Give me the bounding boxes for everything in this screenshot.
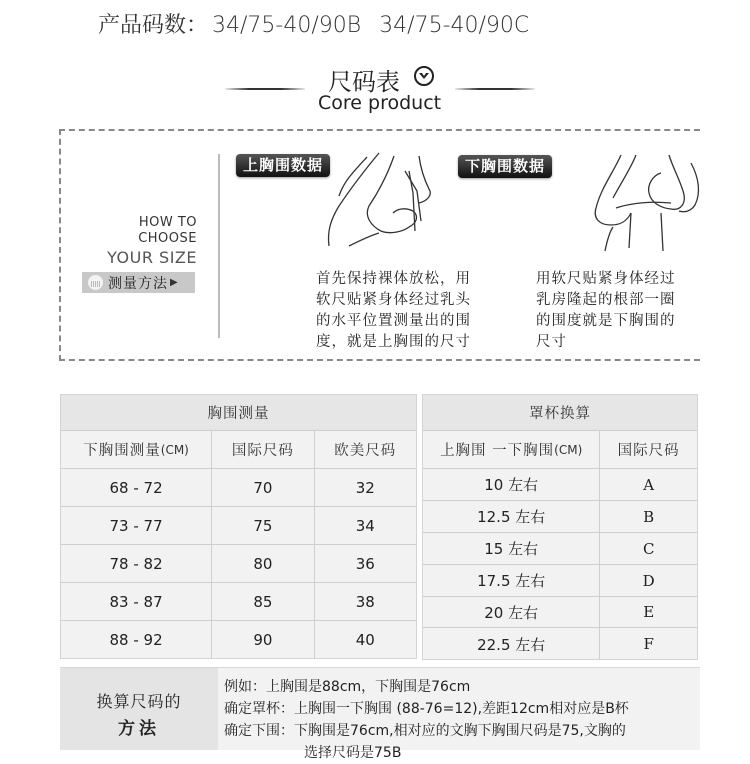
col-header-eu-us-size: 欧美尺码 [334,443,397,459]
measure-method-label: 测量方法 [108,275,168,292]
product-code-b: 34/75-40/90B [212,13,362,38]
table-row [423,565,697,597]
upper-bust-description [316,269,491,353]
table-row [61,507,416,545]
lower-desc-line: 乳房隆起的根部一圈 [536,292,676,308]
eu-us-size: 32 [355,478,375,497]
intl-size: 85 [212,583,314,620]
upper-bust-tag: 上胸围数据 [236,154,330,177]
col-header-text: 下胸围测量 [83,443,161,459]
eu-us-size: 38 [355,592,375,611]
col-header-difference [423,431,600,468]
cup-table-title: 罩杯换算 [423,395,697,431]
underbust-range: 88 - 92 [61,621,212,659]
circle-chevron-down-icon [414,66,434,86]
section-title [0,60,750,120]
cup-size: C [642,539,655,558]
method-label-line2: 方法 [118,719,160,739]
table-row [61,469,416,507]
intl-size: 70 [212,469,314,506]
lower-desc-line: 用软尺贴紧身体经过 [536,271,676,287]
bust-measurement-table [60,394,417,659]
eu-us-size: 34 [355,516,375,535]
product-codes-label: 产品码数： [98,13,209,38]
cup-table-header-row [423,431,697,469]
bust-table-header-row [61,431,416,469]
table-row [423,501,697,533]
method-cup-line: 确定罩杯：上胸围一下胸围 (88-76=12),差距12cm相对应是B杯 [224,701,629,717]
table-row [423,469,697,501]
table-row [61,583,416,621]
bust-difference: 10 左右 [423,469,600,500]
how-to-line1: HOW TO [138,215,197,230]
lower-desc-line: 尺寸 [536,334,567,350]
conversion-method-panel [60,667,700,761]
cup-size: E [643,603,655,621]
cup-conversion-table [422,394,698,660]
product-code-c: 34/75-40/90C [379,13,530,38]
measure-method-button[interactable] [82,272,195,293]
lower-bust-description [536,269,696,353]
col-header-intl-size: 国际尺码 [617,443,680,459]
title-rule-left [225,88,305,90]
bust-difference: 17.5 左右 [423,565,600,596]
intl-size: 90 [212,621,314,659]
table-row [423,628,697,660]
underbust-range: 78 - 82 [61,545,212,582]
conversion-method-label [60,668,218,750]
title-rule-right [455,88,535,90]
lower-bust-tag: 下胸围数据 [458,155,552,178]
vertical-divider [218,154,220,338]
lower-desc-line: 的围度就是下胸围的 [536,313,676,329]
bust-table-title: 胸围测量 [61,395,416,431]
how-to-line3: YOUR SIZE [107,248,197,267]
bust-difference: 20 左右 [423,597,600,627]
eu-us-size: 40 [355,631,375,649]
upper-desc-line: 软尺贴紧身体经过乳头 [316,292,471,308]
bust-difference: 12.5 左右 [423,501,600,532]
how-to-measure-panel [59,129,700,361]
intl-size: 80 [212,545,314,582]
cup-size: D [642,571,655,590]
col-header-underbust [61,431,212,468]
conversion-method-body [224,676,704,764]
bust-difference: 22.5 左右 [423,628,600,660]
underbust-range: 68 - 72 [61,469,212,506]
table-row [61,621,416,659]
table-row [61,545,416,583]
lower-bust-illustration-icon [591,153,721,253]
cup-size: A [643,475,655,494]
method-result-line: 选择尺码是75B [304,745,402,761]
method-label-line1: 换算尺码的 [96,692,182,711]
method-example-line: 例如：上胸围是88cm，下胸围是76cm [224,679,471,695]
how-to-line2: CHOOSE [138,231,197,246]
underbust-range: 73 - 77 [61,507,212,544]
tape-measure-icon [88,275,103,290]
bust-difference: 15 左右 [423,533,600,564]
upper-bust-illustration-icon [309,151,439,251]
play-arrow-icon: ▶ [170,277,178,288]
how-to-choose-block [61,131,221,359]
col-header-unit: (CM) [554,442,583,457]
col-header-unit: (CM) [160,442,189,457]
col-header-intl-size: 国际尺码 [212,431,314,468]
table-row [423,533,697,565]
table-row [423,597,697,628]
product-codes [98,8,533,39]
cup-size: B [643,507,655,526]
size-chart-subtitle: Core product [318,92,442,114]
cup-size: F [643,635,654,653]
eu-us-size: 36 [355,554,375,573]
upper-desc-line: 首先保持裸体放松，用 [316,271,471,287]
upper-desc-line: 度，就是上胸围的尺寸 [316,334,471,350]
underbust-range: 83 - 87 [61,583,212,620]
intl-size: 75 [212,507,314,544]
col-header-text: 上胸围 一下胸围 [440,443,555,459]
upper-desc-line: 的水平位置测量出的围 [316,313,471,329]
method-band-line: 确定下围：下胸围是76cm,相对应的文胸下胸围尺码是75,文胸的 [224,723,626,739]
size-chart-title: 尺码表 [328,68,400,96]
